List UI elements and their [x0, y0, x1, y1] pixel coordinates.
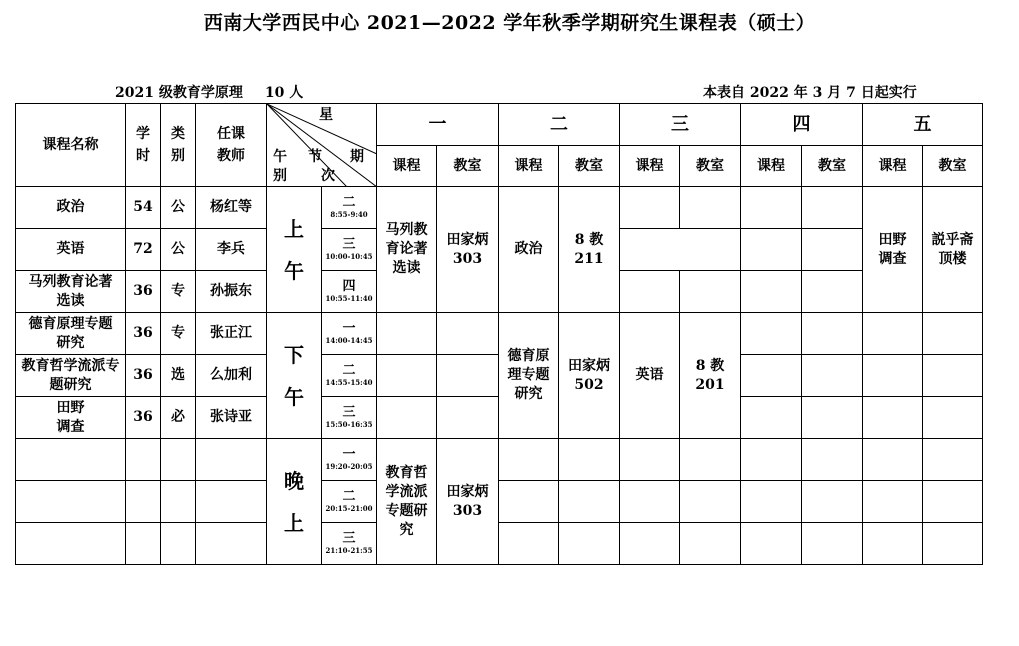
corner-period-2: 别 [273, 168, 287, 184]
course-teacher: 杨红等 [196, 187, 267, 229]
sub-course-1: 课程 [377, 146, 437, 187]
empty-cell [923, 355, 983, 397]
course-type: 选 [161, 355, 196, 397]
empty-cell [499, 439, 559, 481]
empty-cell [923, 439, 983, 481]
course-name: 政治 [16, 187, 126, 229]
course-teacher: 张诗亚 [196, 397, 267, 439]
empty-cell [437, 397, 499, 439]
table-row [16, 481, 983, 523]
empty-cell [863, 481, 923, 523]
corner-term: 期 [350, 149, 364, 165]
course-hours: 72 [126, 229, 161, 271]
empty-cell [863, 439, 923, 481]
table-row [16, 313, 983, 355]
course-name [16, 355, 126, 397]
wed-pm-room-text: 8 教201 [695, 357, 725, 393]
slot-time: 10:00-10:45 [325, 252, 373, 261]
course-hours: 36 [126, 271, 161, 313]
empty-cell [16, 523, 126, 565]
empty-cell [16, 439, 126, 481]
sub-course-3: 课程 [620, 146, 680, 187]
empty-cell [802, 313, 863, 355]
empty-cell [377, 313, 437, 355]
empty-cell [741, 229, 802, 271]
course-type: 专 [161, 313, 196, 355]
corner-order: 次 [321, 168, 335, 184]
course-type: 必 [161, 397, 196, 439]
course-name-text: 德育原理专题研究 [28, 315, 113, 351]
slot-cell [322, 481, 377, 523]
table-row [16, 187, 983, 229]
sub-course-4: 课程 [741, 146, 802, 187]
period-morning-1: 上 [284, 216, 304, 241]
slot-cell [322, 187, 377, 229]
empty-cell [741, 187, 802, 229]
slot-time: 15:50-16:35 [325, 420, 373, 429]
period-evening-1: 晚 [284, 468, 304, 493]
slot-time: 20:15-21:00 [325, 504, 373, 513]
empty-cell [559, 481, 620, 523]
mon-eve-room-text: 田家炳303 [446, 483, 489, 519]
schedule-table [15, 103, 983, 565]
cohort-label: 2021 级教育学原理 [115, 85, 243, 101]
wed-pm-room [680, 313, 741, 439]
sub-course-2: 课程 [499, 146, 559, 187]
period-afternoon-2: 午 [284, 384, 304, 409]
slot-cell [322, 523, 377, 565]
mon-eve-course [377, 439, 437, 565]
header-day-1: 一 [377, 104, 499, 146]
empty-cell [680, 439, 741, 481]
slot-cell [322, 397, 377, 439]
sub-room-1: 教室 [437, 146, 499, 187]
header-hours-text: 学时 [136, 126, 150, 164]
empty-cell [802, 523, 863, 565]
slot-label: 三 [342, 531, 356, 546]
tue-pm-course [499, 313, 559, 439]
tue-pm-course-text: 德育原理专题研究 [507, 348, 550, 402]
slot-time: 8:55-9:40 [330, 210, 368, 219]
empty-cell [196, 523, 267, 565]
mon-am-room-text: 田家炳303 [446, 231, 489, 267]
mon-eve-room [437, 439, 499, 565]
empty-cell [437, 355, 499, 397]
wed-pm-course: 英语 [620, 313, 680, 439]
empty-cell [923, 397, 983, 439]
empty-cell [196, 481, 267, 523]
empty-cell [923, 481, 983, 523]
course-name-text: 教育哲学流派专题研究 [21, 357, 120, 393]
course-name-text: 马列教育论著选读 [28, 273, 113, 309]
header-teacher-text: 任课教师 [217, 126, 245, 164]
empty-cell [802, 229, 863, 271]
header-type [161, 104, 196, 187]
empty-cell [559, 439, 620, 481]
empty-cell [863, 313, 923, 355]
slot-cell [322, 439, 377, 481]
slot-label: 一 [342, 447, 356, 462]
course-hours: 36 [126, 355, 161, 397]
slot-label: 四 [342, 279, 356, 294]
empty-cell [377, 355, 437, 397]
empty-cell [802, 187, 863, 229]
empty-cell [741, 271, 802, 313]
header-course-name: 课程名称 [16, 104, 126, 187]
course-teacher: 张正江 [196, 313, 267, 355]
sub-room-2: 教室 [559, 146, 620, 187]
sub-room-4: 教室 [802, 146, 863, 187]
effective-date: 本表自 2022 年 3 月 7 日起实行 [703, 85, 917, 101]
header-day-2: 二 [499, 104, 620, 146]
empty-cell [620, 481, 680, 523]
course-teacher: 李兵 [196, 229, 267, 271]
empty-cell [126, 439, 161, 481]
student-count: 10 人 [264, 85, 304, 101]
empty-cell [196, 439, 267, 481]
tue-am-room-text: 8 教211 [574, 231, 604, 267]
corner-section: 节 [308, 149, 322, 165]
empty-cell [741, 313, 802, 355]
empty-cell [161, 439, 196, 481]
course-type: 公 [161, 187, 196, 229]
header-day-3: 三 [620, 104, 741, 146]
fri-am-room-text: 説乎斋顶楼 [931, 231, 974, 267]
period-evening-2: 上 [284, 510, 304, 535]
sub-course-5: 课程 [863, 146, 923, 187]
slot-label: 二 [342, 195, 356, 210]
empty-cell [802, 481, 863, 523]
empty-cell [620, 439, 680, 481]
slot-time: 19:20-20:05 [325, 462, 373, 471]
slot-label: 二 [342, 489, 356, 504]
empty-cell [499, 523, 559, 565]
slot-time: 21:10-21:55 [325, 546, 373, 555]
slot-time: 14:00-14:45 [325, 336, 373, 345]
empty-cell [802, 271, 863, 313]
tue-pm-room [559, 313, 620, 439]
period-morning [267, 187, 322, 313]
corner-period: 午 [273, 149, 287, 165]
empty-cell [741, 523, 802, 565]
sub-room-3: 教室 [680, 146, 741, 187]
empty-cell [863, 355, 923, 397]
table-row [16, 439, 983, 481]
course-name [16, 397, 126, 439]
mon-am-course-text: 马列教育论著选读 [385, 222, 428, 276]
empty-cell [802, 439, 863, 481]
slot-time: 14:55-15:40 [325, 378, 373, 387]
header-diagonal-cell [267, 104, 377, 187]
course-type: 专 [161, 271, 196, 313]
slot-cell [322, 229, 377, 271]
empty-cell [802, 397, 863, 439]
slot-cell [322, 313, 377, 355]
mon-am-room [437, 187, 499, 313]
course-name [16, 313, 126, 355]
empty-cell [741, 439, 802, 481]
empty-cell [863, 523, 923, 565]
fri-am-course-text: 田野调查 [878, 231, 907, 267]
empty-cell [863, 397, 923, 439]
period-afternoon [267, 313, 322, 439]
header-teacher [196, 104, 267, 187]
class-info [115, 82, 325, 102]
course-teacher: 么加利 [196, 355, 267, 397]
course-name: 英语 [16, 229, 126, 271]
course-hours: 36 [126, 397, 161, 439]
empty-cell [802, 355, 863, 397]
empty-cell [680, 523, 741, 565]
slot-label: 三 [342, 237, 356, 252]
corner-weekday: 星 [319, 107, 333, 123]
empty-cell [126, 523, 161, 565]
empty-cell [620, 523, 680, 565]
empty-cell [680, 271, 741, 313]
period-afternoon-1: 下 [284, 342, 304, 367]
empty-cell [680, 481, 741, 523]
slot-label: 三 [342, 405, 356, 420]
slot-label: 二 [342, 363, 356, 378]
empty-cell [741, 355, 802, 397]
table-row [16, 523, 983, 565]
course-name-text: 田野调查 [56, 399, 85, 435]
empty-cell [620, 271, 680, 313]
slot-time: 10:55-11:40 [325, 294, 373, 303]
empty-cell [620, 187, 680, 229]
empty-cell [620, 229, 741, 271]
empty-cell [16, 481, 126, 523]
empty-cell [559, 523, 620, 565]
sub-room-5: 教室 [923, 146, 983, 187]
empty-cell [741, 481, 802, 523]
fri-am-course [863, 187, 923, 313]
period-morning-2: 午 [284, 258, 304, 283]
slot-label: 一 [342, 321, 356, 336]
tue-am-room [559, 187, 620, 313]
empty-cell [377, 397, 437, 439]
tue-am-course: 政治 [499, 187, 559, 313]
mon-am-course [377, 187, 437, 313]
empty-cell [923, 313, 983, 355]
empty-cell [741, 397, 802, 439]
empty-cell [499, 481, 559, 523]
mon-eve-course-text: 教育哲学流派专题研究 [385, 464, 428, 538]
empty-cell [161, 523, 196, 565]
empty-cell [126, 481, 161, 523]
header-day-4: 四 [741, 104, 863, 146]
header-hours [126, 104, 161, 187]
tue-pm-room-text: 田家炳502 [568, 357, 610, 393]
empty-cell [161, 481, 196, 523]
course-name [16, 271, 126, 313]
slot-cell [322, 271, 377, 313]
header-row-days [16, 104, 983, 146]
period-evening [267, 439, 322, 565]
fri-am-room [923, 187, 983, 313]
course-hours: 36 [126, 313, 161, 355]
course-hours: 54 [126, 187, 161, 229]
empty-cell [680, 187, 741, 229]
empty-cell [923, 523, 983, 565]
header-day-5: 五 [863, 104, 983, 146]
page-title: 西南大学西民中心 2021—2022 学年秋季学期研究生课程表（硕士） [203, 12, 816, 34]
header-type-text: 类别 [171, 126, 185, 164]
course-type: 公 [161, 229, 196, 271]
empty-cell [437, 313, 499, 355]
course-teacher: 孙振东 [196, 271, 267, 313]
slot-cell [322, 355, 377, 397]
